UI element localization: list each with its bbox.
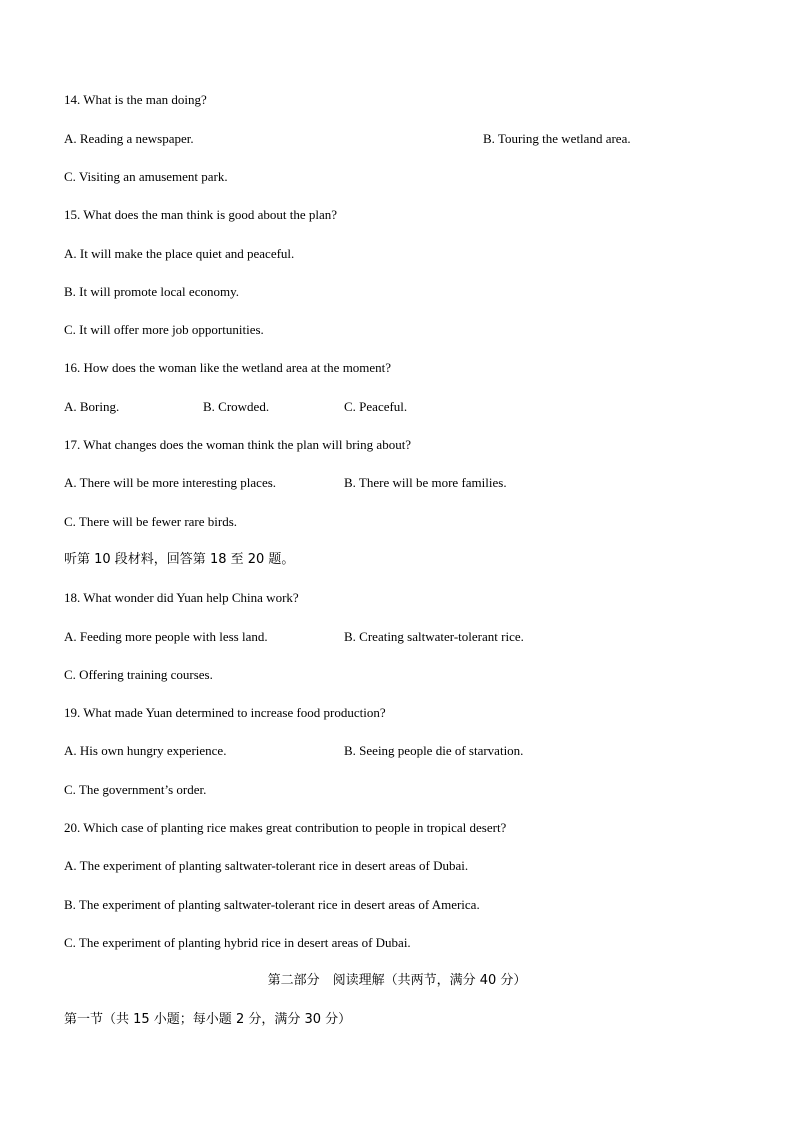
q19-option-b: B. Seeing people die of starvation. xyxy=(344,743,524,758)
q20-option-b: B. The experiment of planting saltwater-tolerant rice in desert areas of America. xyxy=(64,897,480,912)
q20-option-c: C. The experiment of planting hybrid rice in desert areas of Dubai. xyxy=(64,935,411,950)
question-17: 17. What changes does the woman think the plan will bring about? xyxy=(64,437,412,452)
q14-option-b: B. Touring the wetland area. xyxy=(483,131,631,146)
q18-option-b: B. Creating saltwater-tolerant rice. xyxy=(344,629,524,644)
q17-option-c: C. There will be fewer rare birds. xyxy=(64,514,238,529)
section-instruction: 听第 10 段材料，回答第 18 至 20 题。 xyxy=(64,552,295,567)
question-16: 16. How does the woman like the wetland area at the moment? xyxy=(64,360,392,375)
q16-option-b: B. Crowded. xyxy=(203,399,270,414)
question-18: 18. What wonder did Yuan help China work? xyxy=(64,590,299,605)
q17-option-a: A. There will be more interesting places. xyxy=(64,475,277,490)
q19-option-a: A. His own hungry experience. xyxy=(64,743,227,758)
q19-option-c: C. The government’s order. xyxy=(64,782,207,797)
q18-option-c: C. Offering training courses. xyxy=(64,667,213,682)
question-19: 19. What made Yuan determined to increase food production? xyxy=(64,705,386,720)
q18-option-a: A. Feeding more people with less land. xyxy=(64,629,268,644)
question-15: 15. What does the man think is good about the plan? xyxy=(64,207,338,222)
q15-option-a: A. It will make the place quiet and peaceful. xyxy=(64,246,295,261)
section1-title: 第一节（共 15 小题；每小题 2 分，满分 30 分） xyxy=(64,1012,352,1027)
q16-option-a: A. Boring. xyxy=(64,399,120,414)
q16-option-c: C. Peaceful. xyxy=(344,399,408,414)
q15-option-b: B. It will promote local economy. xyxy=(64,284,239,299)
q15-option-c: C. It will offer more job opportunities. xyxy=(64,322,264,337)
q17-option-b: B. There will be more families. xyxy=(344,475,507,490)
q20-option-a: A. The experiment of planting saltwater-tolerant rice in desert areas of Dubai. xyxy=(64,858,469,873)
q14-option-a: A. Reading a newspaper. xyxy=(64,131,194,146)
question-20: 20. Which case of planting rice makes great contribution to people in tropical desert? xyxy=(64,820,507,835)
question-14: 14. What is the man doing? xyxy=(64,92,207,107)
q14-option-c: C. Visiting an amusement park. xyxy=(64,169,228,184)
part2-title: 第二部分 阅读理解（共两节，满分 40 分） xyxy=(267,973,527,988)
